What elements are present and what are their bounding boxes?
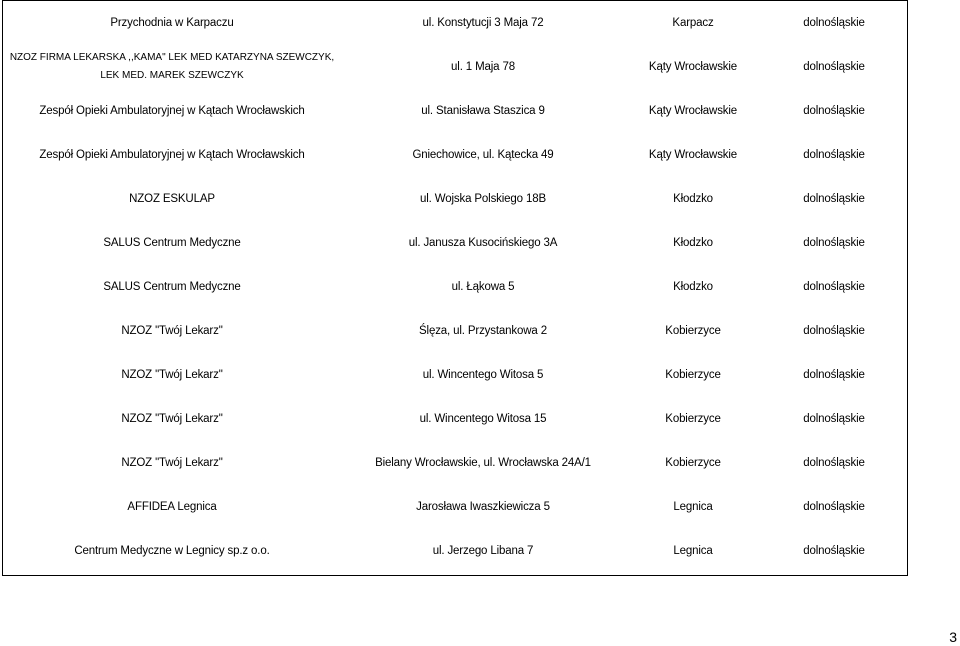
clinic-name-cell: NZOZ ESKULAP [129, 193, 215, 205]
voivodeship-cell: dolnośląskie [803, 61, 865, 73]
voivodeship-cell: dolnośląskie [803, 105, 865, 117]
voivodeship-cell: dolnośląskie [803, 149, 865, 161]
city-cell: Kobierzyce [665, 457, 721, 469]
address-cell: ul. Konstytucji 3 Maja 72 [422, 17, 544, 29]
voivodeship-cell: dolnośląskie [803, 281, 865, 293]
clinic-name-cell: Centrum Medyczne w Legnicy sp.z o.o. [74, 545, 270, 557]
clinic-name-cell: AFFIDEA Legnica [127, 501, 217, 513]
city-cell: Kąty Wrocławskie [648, 105, 738, 117]
address-cell: Gniechowice, ul. Kątecka 49 [412, 149, 554, 161]
city-cell: Legnica [673, 501, 713, 513]
voivodeship-cell: dolnośląskie [803, 545, 865, 557]
city-cell: Kłodzko [673, 193, 713, 205]
city-cell: Kobierzyce [665, 413, 721, 425]
table-row [3, 309, 907, 353]
city-cell: Kłodzko [673, 281, 713, 293]
address-cell: ul. 1 Maja 78 [451, 61, 515, 73]
table-row [3, 1, 907, 45]
address-cell: ul. Jerzego Libana 7 [432, 545, 534, 557]
voivodeship-cell: dolnośląskie [803, 457, 865, 469]
table-row [3, 133, 907, 177]
city-cell: Legnica [673, 545, 713, 557]
address-cell: ul. Wincentego Witosa 5 [422, 369, 544, 381]
table-row [3, 89, 907, 133]
city-cell: Kobierzyce [665, 369, 721, 381]
address-cell: Jarosława Iwaszkiewicza 5 [416, 501, 550, 513]
address-cell: ul. Wojska Polskiego 18B [420, 193, 546, 205]
clinic-name-cell: NZOZ FIRMA LEKARSKA ,,KAMA" LEK MED KATARZYNA SZEWCZYK, LEK MED. MAREK SZEWCZYK [9, 52, 335, 81]
clinic-name-cell: NZOZ "Twój Lekarz" [121, 457, 223, 469]
clinic-name-cell: Zespół Opieki Ambulatoryjnej w Kątach Wrocławskich [39, 149, 305, 161]
table-row [3, 353, 907, 397]
table-row [3, 441, 907, 485]
table-row [3, 265, 907, 309]
address-cell: ul. Janusza Kusocińskiego 3A [408, 237, 558, 249]
voivodeship-cell: dolnośląskie [803, 369, 865, 381]
address-cell: ul. Wincentego Witosa 15 [419, 413, 547, 425]
table-row [3, 485, 907, 529]
clinic-table-frame [2, 0, 908, 576]
table-row [3, 45, 907, 89]
address-cell: Ślęza, ul. Przystankowa 2 [419, 325, 547, 337]
city-cell: Kłodzko [673, 237, 713, 249]
clinic-table-body [3, 1, 907, 573]
clinic-name-cell: Zespół Opieki Ambulatoryjnej w Kątach Wrocławskich [39, 105, 305, 117]
voivodeship-cell: dolnośląskie [803, 325, 865, 337]
clinic-name-cell: NZOZ "Twój Lekarz" [121, 369, 223, 381]
voivodeship-cell: dolnośląskie [803, 501, 865, 513]
voivodeship-cell: dolnośląskie [803, 193, 865, 205]
voivodeship-cell: dolnośląskie [803, 17, 865, 29]
table-row [3, 177, 907, 221]
clinic-name-cell: Przychodnia w Karpaczu [110, 17, 234, 29]
clinic-name-cell: SALUS Centrum Medyczne [103, 237, 241, 249]
city-cell: Karpacz [672, 17, 714, 29]
table-row [3, 221, 907, 265]
voivodeship-cell: dolnośląskie [803, 413, 865, 425]
clinic-name-cell: NZOZ "Twój Lekarz" [121, 325, 223, 337]
city-cell: Kąty Wrocławskie [648, 149, 738, 161]
address-cell: Bielany Wrocławskie, ul. Wrocławska 24A/1 [375, 457, 591, 469]
city-cell: Kąty Wrocławskie [648, 61, 738, 73]
clinic-table [3, 1, 907, 573]
clinic-name-cell: NZOZ "Twój Lekarz" [121, 413, 223, 425]
address-cell: ul. Łąkowa 5 [451, 281, 515, 293]
table-row [3, 529, 907, 573]
page-number: 3 [949, 629, 957, 645]
voivodeship-cell: dolnośląskie [803, 237, 865, 249]
clinic-name-cell: SALUS Centrum Medyczne [103, 281, 241, 293]
table-row [3, 397, 907, 441]
city-cell: Kobierzyce [665, 325, 721, 337]
address-cell: ul. Stanisława Staszica 9 [421, 105, 545, 117]
